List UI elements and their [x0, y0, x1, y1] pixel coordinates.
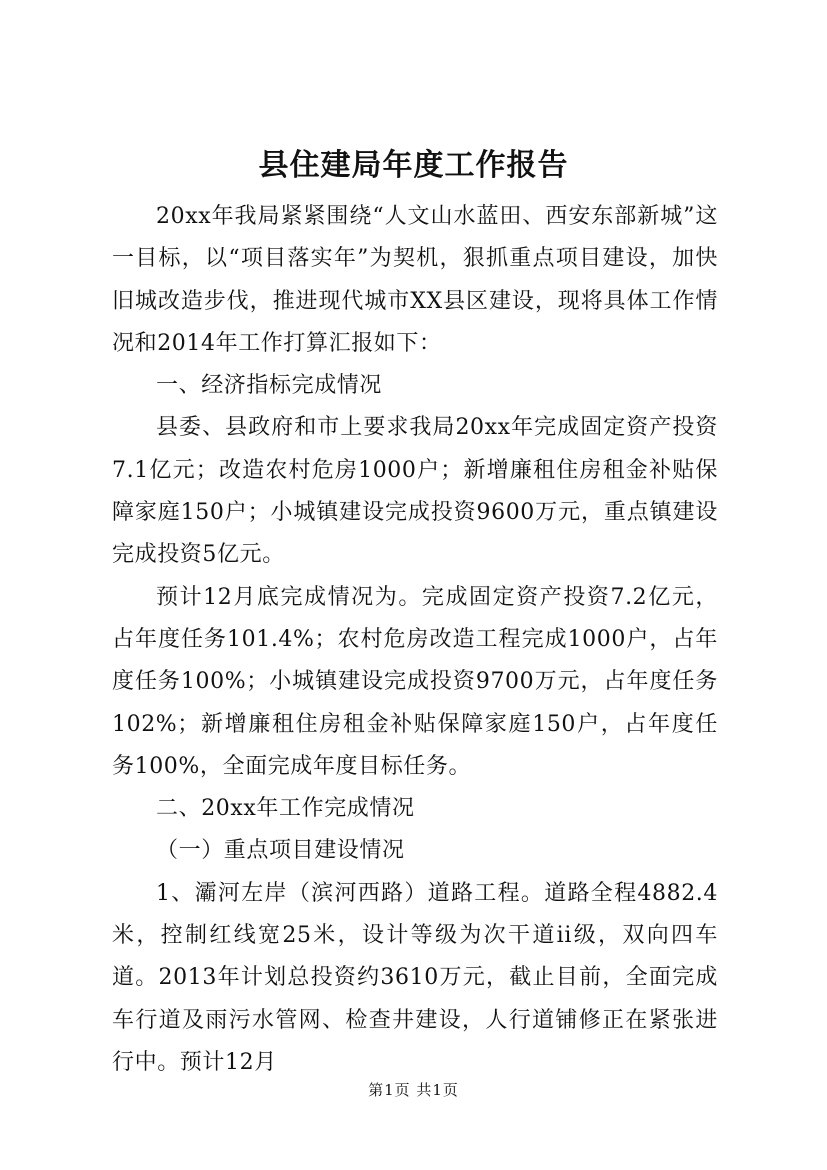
page-number-footer: 第1页 共1页	[368, 1081, 459, 1099]
targets-paragraph: 县委、县政府和市上要求我局20xx年完成固定资产投资7.1亿元；改造农村危房1000户；新增廉租住房租金补贴保障家庭150户；小城镇建设完成投资9600万元，重点镇建设完成投资5亿元。	[112, 415, 718, 568]
section-heading-work-completion: 二、20xx年工作完成情况	[156, 796, 415, 822]
section-heading-economic-indicators: 一、经济指标完成情况	[156, 373, 383, 399]
completion-paragraph: 预计12月底完成情况为。完成固定资产投资7.2亿元，占年度任务101.4%；农村危房改造工程完成1000户，占年度任务100%；小城镇建设完成投资9700万元，占年度任务102%；新增廉租住房租金补贴保障家庭150户，占年度任务100%，全面完成年度目标任务。	[112, 584, 718, 779]
intro-paragraph: 20xx年我局紧紧围绕“人文山水蓝田、西安东部新城”这一目标，以“项目落实年”为契机，狠抓重点项目建设，加快旧城改造步伐，推进现代城市XX县区建设，现将具体工作情况和2014年工作打算汇报如下：	[112, 204, 718, 356]
document-title: 县住建局年度工作报告	[258, 148, 569, 183]
subsection-heading-key-projects: （一）重点项目建设情况	[156, 838, 405, 864]
document-body	[112, 196, 718, 1084]
project-paragraph-1: 1、灞河左岸（滨河西路）道路工程。道路全程4882.4米，控制红线宽25米，设计等级为次干道ii级，双向四车道。2013年计划总投资约3610万元，截止目前，全面完成车行道及雨污水管网、检查井建设，人行道铺修正在紧张进行中。预计12月	[112, 880, 718, 1075]
